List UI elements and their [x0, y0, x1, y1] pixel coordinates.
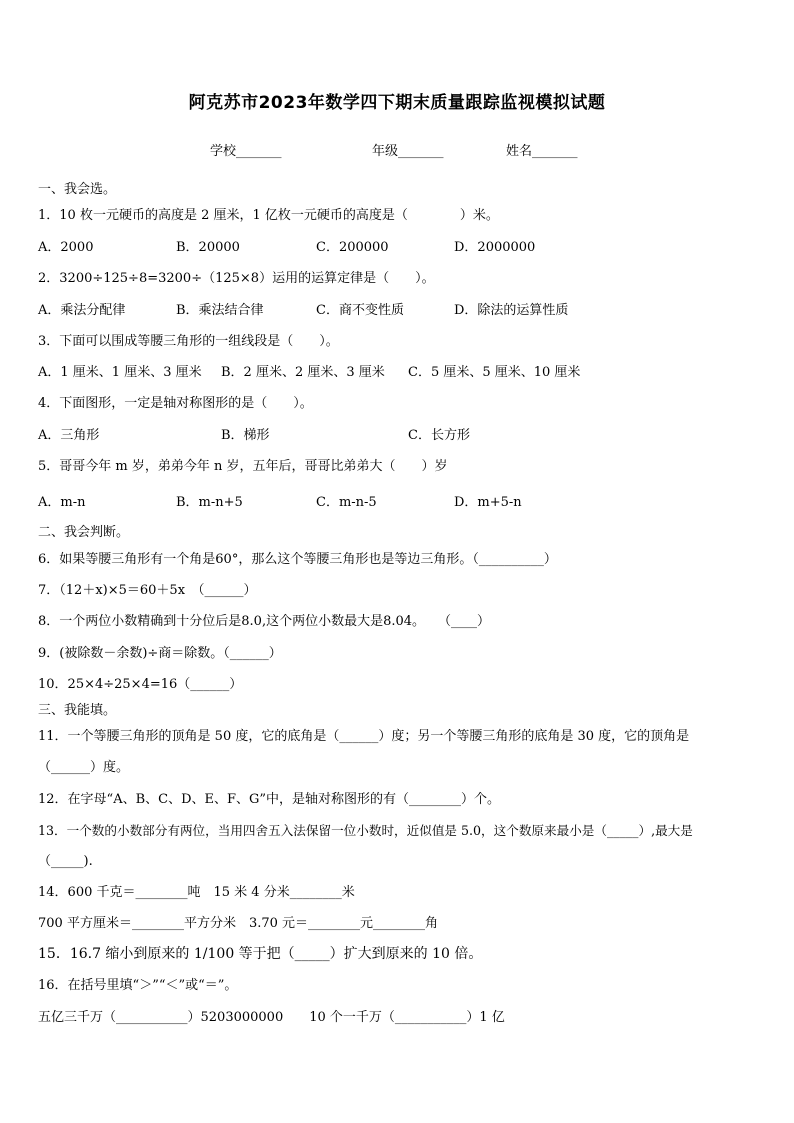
question-16-stem: 16．在括号里填“＞”“＜”或“＝”。	[38, 978, 238, 993]
question-3-option-b[interactable]: B．2 厘米、2 厘米、3 厘米	[221, 365, 385, 380]
question-1-option-c[interactable]: C．200000	[316, 240, 389, 255]
section-heading-fill: 三、我能填。	[38, 703, 117, 718]
question-1-option-b[interactable]: B．20000	[176, 240, 240, 255]
question-14-line-2: 700 平方厘米＝________平方分米 3.70 元＝________元________角	[38, 916, 439, 931]
question-8: 8．一个两位小数精确到十分位后是8.0,这个两位小数最大是8.04。 （____）	[38, 614, 491, 629]
question-3-stem: 3．下面可以围成等腰三角形的一组线段是（ ）。	[38, 334, 339, 349]
page-title: 阿克苏市2023年数学四下期末质量跟踪监视模拟试题	[188, 93, 606, 113]
question-11-line-2: （______）度。	[38, 760, 130, 775]
question-2-option-a[interactable]: A．乘法分配律	[38, 303, 126, 318]
question-3-option-a[interactable]: A．1 厘米、1 厘米、3 厘米	[38, 365, 202, 380]
question-13-line-2: （_____).	[38, 854, 93, 869]
name-field[interactable]: 姓名_______	[506, 144, 578, 159]
question-7: 7．（12＋x)×5＝60＋5x （______）	[38, 583, 257, 598]
question-4-stem: 4．下面图形，一定是轴对称图形的是（ ）。	[38, 396, 313, 411]
question-5-stem: 5．哥哥今年 m 岁，弟弟今年 n 岁，五年后，哥哥比弟弟大（ ）岁	[38, 459, 448, 474]
question-2-option-c[interactable]: C．商不变性质	[316, 303, 404, 318]
question-4-option-b[interactable]: B．梯形	[221, 428, 270, 443]
question-14-line-1: 14．600 千克＝________吨 15 米 4 分米________米	[38, 885, 355, 900]
question-11-line-1: 11．一个等腰三角形的顶角是 50 度，它的底角是（______）度；另一个等腰三角形的底角是 30 度，它的顶角是	[38, 729, 690, 744]
question-16-line-1: 五亿三千万（___________）5203000000 10 个一千万（___________）1 亿	[38, 1010, 505, 1025]
grade-field[interactable]: 年级_______	[372, 144, 444, 159]
question-15: 15．16.7 缩小到原来的 1/100 等于把（_____）扩大到原来的 10 倍。	[38, 946, 483, 962]
question-2-option-d[interactable]: D．除法的运算性质	[454, 303, 569, 318]
question-1-option-a[interactable]: A．2000	[38, 240, 94, 255]
question-13-line-1: 13．一个数的小数部分有两位，当用四舍五入法保留一位小数时，近似值是 5.0，这个数原来最小是（_____）,最大是	[38, 823, 693, 838]
section-heading-judge: 二、我会判断。	[38, 525, 130, 540]
question-5-option-b[interactable]: B．m-n+5	[176, 495, 243, 510]
question-4-option-c[interactable]: C．长方形	[408, 428, 470, 443]
question-5-option-a[interactable]: A．m-n	[38, 495, 86, 510]
question-2-stem: 2．3200÷125÷8=3200÷（125×8）运用的运算定律是（ ）。	[38, 271, 435, 286]
question-3-option-c[interactable]: C．5 厘米、5 厘米、10 厘米	[408, 365, 581, 380]
question-5-option-c[interactable]: C．m-n-5	[316, 495, 377, 510]
question-6: 6．如果等腰三角形有一个角是60°，那么这个等腰三角形也是等边三角形。（__________）	[38, 552, 557, 567]
question-1-stem: 1．10 枚一元硬币的高度是 2 厘米，1 亿枚一元硬币的高度是（ ）米。	[38, 208, 499, 223]
question-10: 10．25×4÷25×4=16（______）	[38, 677, 243, 692]
question-12: 12．在字母“A、B、C、D、E、F、G”中，是轴对称图形的有（________）个。	[38, 792, 501, 807]
section-heading-choice: 一、我会选。	[38, 182, 117, 197]
question-9: 9．(被除数－余数)÷商＝除数。（______）	[38, 646, 282, 661]
question-1-option-d[interactable]: D．2000000	[454, 240, 536, 255]
question-4-option-a[interactable]: A．三角形	[38, 428, 100, 443]
school-field[interactable]: 学校_______	[210, 144, 282, 159]
question-5-option-d[interactable]: D．m+5-n	[454, 495, 522, 510]
question-2-option-b[interactable]: B．乘法结合律	[176, 303, 264, 318]
